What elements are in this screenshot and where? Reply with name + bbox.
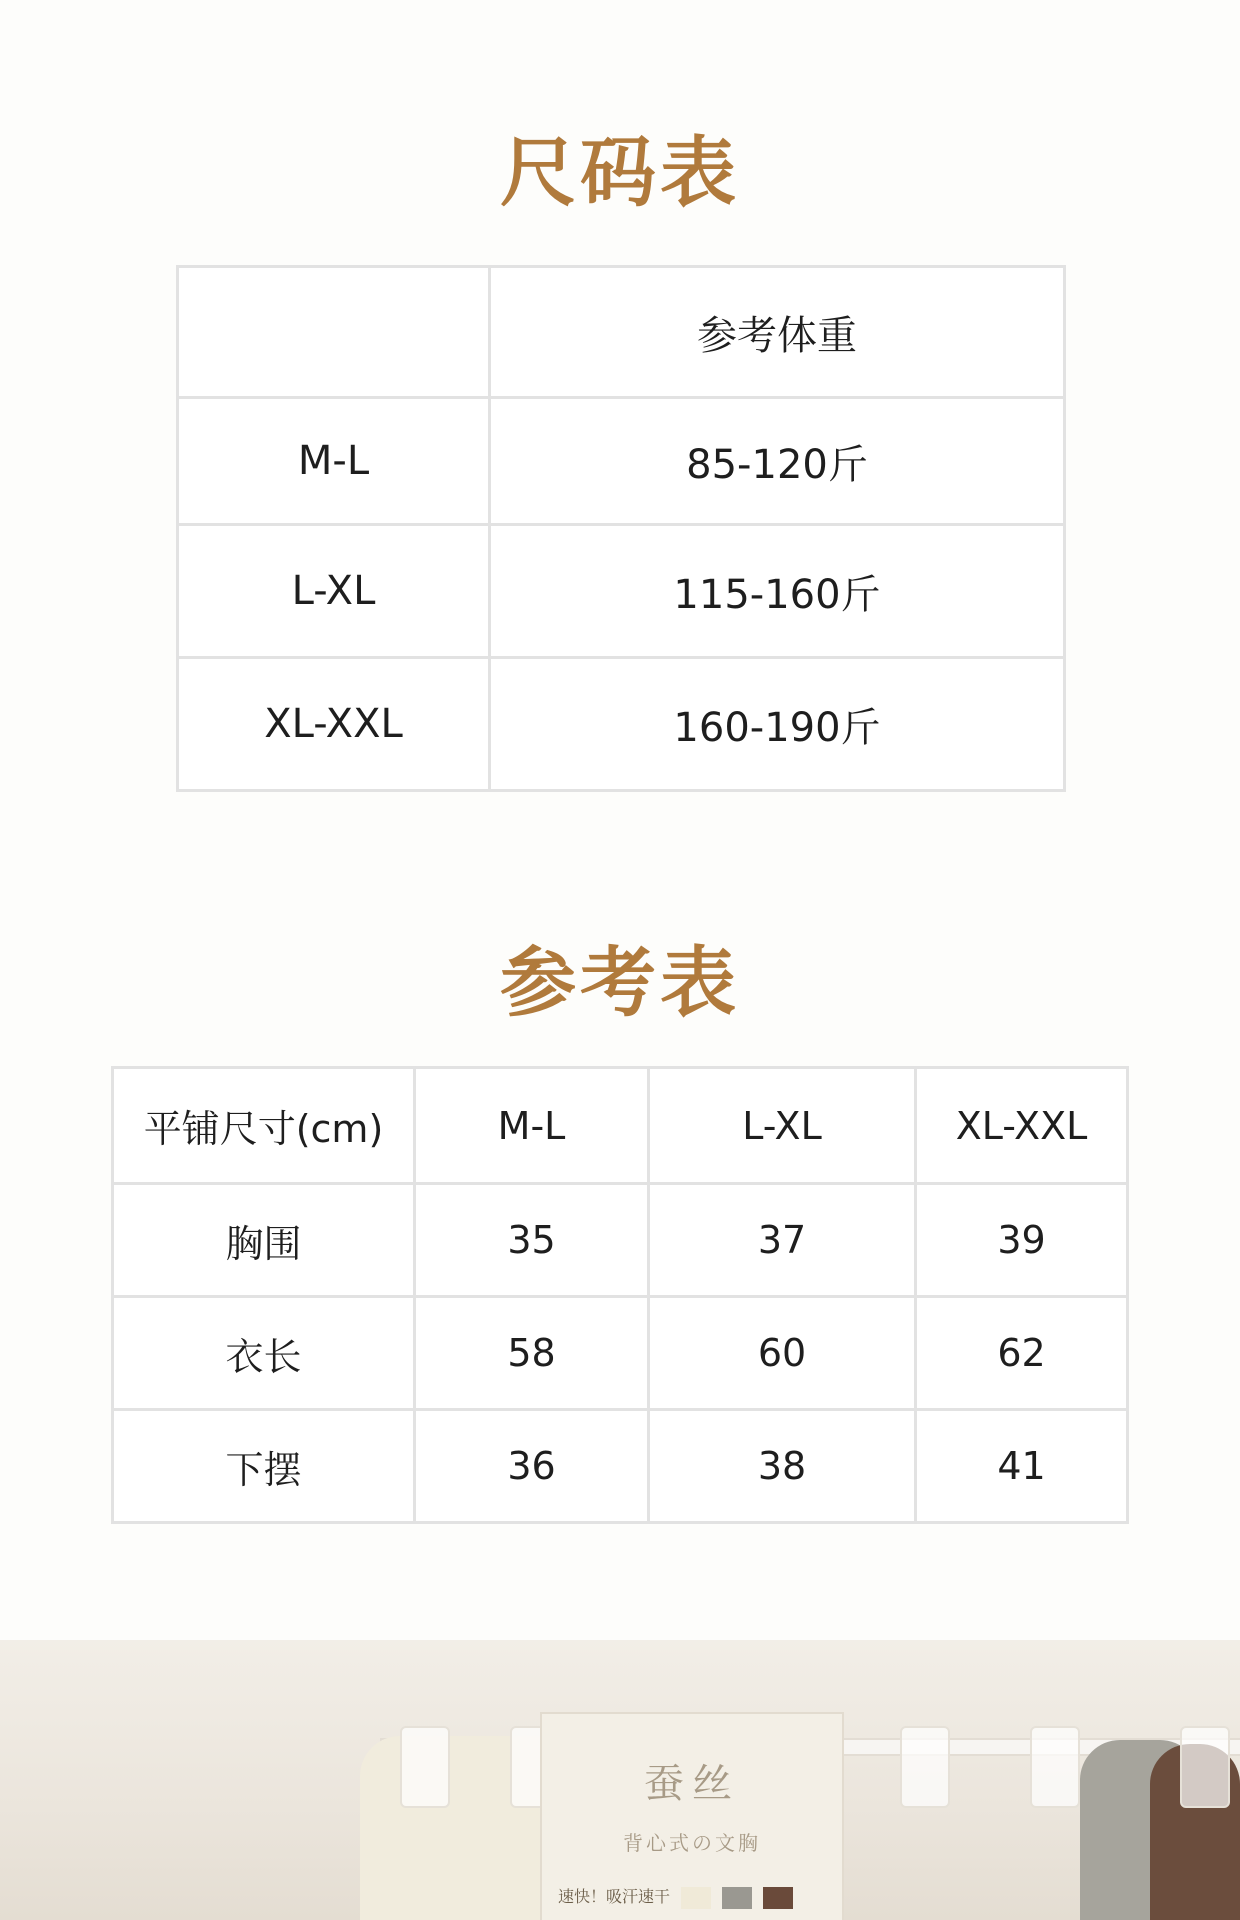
- value-cell: 35: [415, 1184, 649, 1297]
- weight-cell: 115-160斤: [490, 525, 1065, 658]
- tag-subtitle: 背心式の文胸: [623, 1831, 761, 1855]
- size-cell: M-L: [178, 398, 490, 525]
- size-chart-table: [176, 265, 1066, 792]
- product-photo: [0, 1640, 1240, 1920]
- weight-cell: 85-120斤: [490, 398, 1065, 525]
- measure-label-cell: 胸围: [113, 1184, 415, 1297]
- value-cell: 38: [649, 1410, 916, 1523]
- table-row: [113, 1297, 1128, 1410]
- header-cell-size: L-XL: [649, 1068, 916, 1184]
- measure-label-cell: 下摆: [113, 1410, 415, 1523]
- value-cell: 60: [649, 1297, 916, 1410]
- hanger-clip: [1030, 1726, 1080, 1808]
- value-cell: 37: [649, 1184, 916, 1297]
- hanger-clip: [900, 1726, 950, 1808]
- color-swatch: [722, 1887, 752, 1909]
- hanger-clip: [1180, 1726, 1230, 1808]
- header-cell-empty: [178, 267, 490, 398]
- size-cell: L-XL: [178, 525, 490, 658]
- tag-feature-line: [542, 1884, 842, 1909]
- value-cell: 41: [916, 1410, 1128, 1523]
- table-row: [113, 1410, 1128, 1523]
- color-swatch: [681, 1887, 711, 1909]
- value-cell: 62: [916, 1297, 1128, 1410]
- tag-brand: 蚕丝: [644, 1761, 740, 1807]
- table-header-row: [178, 267, 1065, 398]
- value-cell: 36: [415, 1410, 649, 1523]
- header-cell-measure: 平铺尺寸(cm): [113, 1068, 415, 1184]
- header-cell-size: XL-XXL: [916, 1068, 1128, 1184]
- hanger-clip: [400, 1726, 450, 1808]
- size-chart-title: 尺码表: [500, 128, 740, 217]
- value-cell: 58: [415, 1297, 649, 1410]
- reference-chart-table: [111, 1066, 1129, 1524]
- table-row: [113, 1184, 1128, 1297]
- color-swatch: [763, 1887, 793, 1909]
- value-cell: 39: [916, 1184, 1128, 1297]
- weight-cell: 160-190斤: [490, 658, 1065, 791]
- tag-feature-text: 速快！吸汗速干: [558, 1887, 671, 1906]
- reference-chart-title: 参考表: [500, 938, 740, 1027]
- header-cell-size: M-L: [415, 1068, 649, 1184]
- table-row: [178, 658, 1065, 791]
- table-header-row: [113, 1068, 1128, 1184]
- size-cell: XL-XXL: [178, 658, 490, 791]
- table-row: [178, 398, 1065, 525]
- header-cell-weight: 参考体重: [490, 267, 1065, 398]
- table-row: [178, 525, 1065, 658]
- product-tag: [540, 1712, 844, 1920]
- measure-label-cell: 衣长: [113, 1297, 415, 1410]
